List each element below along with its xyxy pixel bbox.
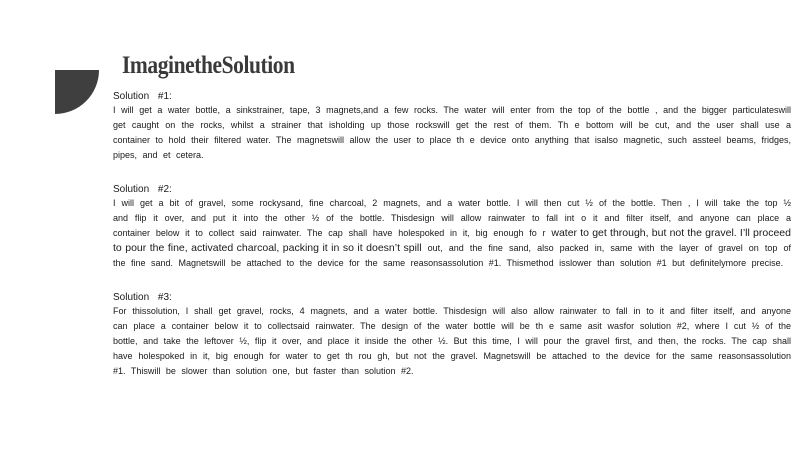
corner-decoration xyxy=(55,70,99,114)
solution-1-heading: Solution #1: xyxy=(113,91,172,102)
solution-1-text: I will get a water bottle, a sinkstrainer, tape, 3 magnets,and a few rocks. The water will enter from the top of the bottle , and the bigger particulateswill get caught on the rocks, whilst a strainer that isholding up those rockswill get the rest of them. Th e bottom will be cut, and the user shall use a container to hold their filtered water. The magnetswill allow the user to place th e device onto anything that isalso magnetic, such assteel beams, fridges, pipes, and et cetera. xyxy=(113,105,791,160)
solution-3-text: For thissolution, I shall get gravel, rocks, 4 magnets, and a water bottle. Thisdesign will also allow rainwater to fall in to it and filter itself, and anyone can place a container below it to collectsaid rainwater. The design of the water bottle will be th e same asit wasfor solution #2, where I cut ½ of the bottle, and take the leftover ½, flip it over, and place it inside the other ½. But this time, I will pour the gravel first, and then, the rocks. The cap shall have holespoked in it, big enough for water to get th rou gh, but not the gravel. Magnetswill be attached to the device for the same reasonsassolution #1. Thiswill be slower than solution one, but faster than solution #2. xyxy=(113,306,791,376)
solution-2-text-end: out, and the fine sand, also packed in, same with the layer of gravel on top of the fine sand. Magnetswill be attached to the device for the same reasonsassolution #1. Thismethod isslower than solution #1 but definitelymore precise. xyxy=(113,243,791,268)
solution-1-section xyxy=(113,90,791,163)
solution-2-text-start: I will get a bit of gravel, some rockysand, fine charcoal, 2 magnets, and a water bottle. I will then cut ½ of the bottle. Then , I will take the top ½ and flip it over, and put it into the other ½ of the bottle. Thisdesign will allow rainwater to fall int o it and filter itself, and anyone can place a container below it to collect said rainwater. The cap shall have holespoked in it, big enough fo r xyxy=(113,198,791,238)
solution-1-paragraph xyxy=(113,103,791,163)
solution-3-heading: Solution #3: xyxy=(113,292,172,303)
solution-3-section xyxy=(113,291,791,379)
solution-2-section xyxy=(113,183,791,271)
solution-2-heading: Solution #2: xyxy=(113,184,172,195)
solution-2-paragraph xyxy=(113,196,791,271)
page-title: ImaginetheSolution xyxy=(122,52,295,79)
solution-2-text-enlarged: water to get through, but not the gravel. I’ll proceed to pour the fine, activated charcoal, packing it in so it doesn’t spill xyxy=(113,227,791,254)
document-body xyxy=(113,90,791,399)
solution-3-paragraph xyxy=(113,304,791,379)
